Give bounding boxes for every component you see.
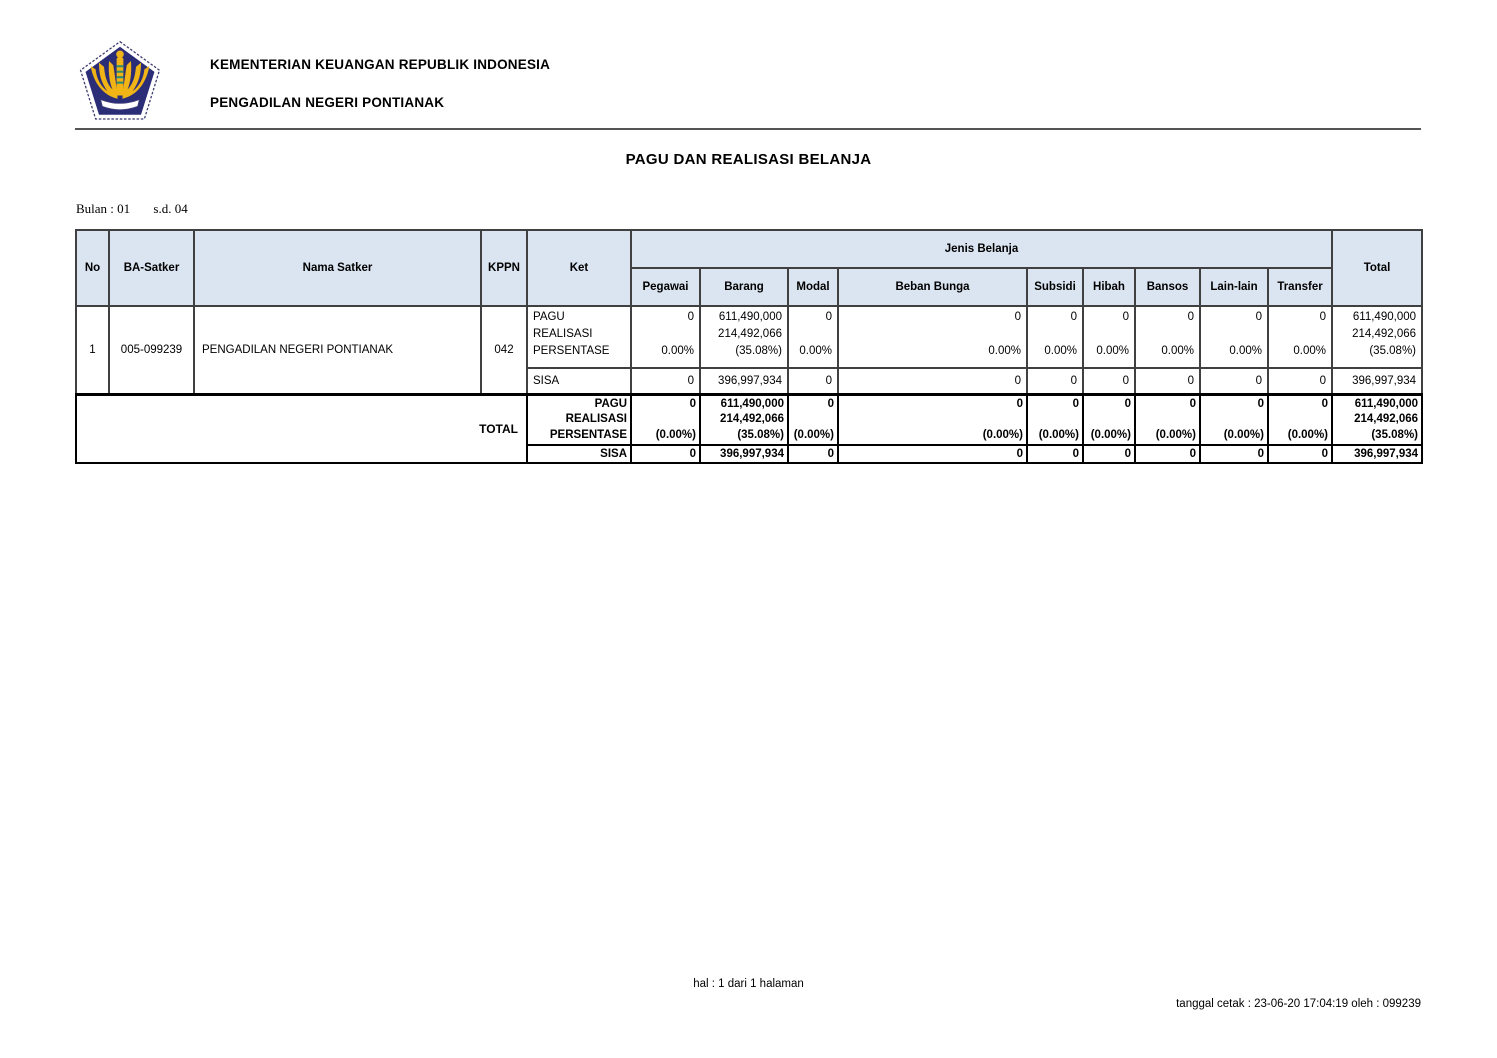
value-cell: 0 0.00% xyxy=(788,306,838,368)
header-divider xyxy=(75,128,1421,130)
sisa-cell: 396,997,934 xyxy=(700,368,788,394)
ket-sisa-label: SISA xyxy=(527,368,631,394)
sisa-cell: 0 xyxy=(1200,368,1268,394)
col-header-pegawai: Pegawai xyxy=(631,268,700,306)
table-row xyxy=(76,306,1422,368)
col-header-barang: Barang xyxy=(700,268,788,306)
total-sisa-cell: 0 xyxy=(788,445,838,463)
letterhead xyxy=(210,57,550,110)
row-no-cell: 1 xyxy=(76,306,109,394)
page-title: PAGU DAN REALISASI BELANJA xyxy=(625,151,872,168)
total-value-cell: 0 (0.00%) xyxy=(1027,394,1083,445)
row-kppn-cell: 042 xyxy=(481,306,527,394)
col-header-kppn: KPPN xyxy=(481,230,527,306)
total-value-cell: 0 (0.00%) xyxy=(788,394,838,445)
sisa-cell: 0 xyxy=(1083,368,1135,394)
total-row xyxy=(76,394,1422,445)
satker-row-group xyxy=(76,306,1422,394)
unit-name: PENGADILAN NEGERI PONTIANAK xyxy=(210,95,445,110)
value-cell: 0 0.00% xyxy=(1135,306,1200,368)
sisa-total-cell: 396,997,934 xyxy=(1332,368,1422,394)
period-month: Bulan : 01 xyxy=(76,201,131,216)
col-header-lain-lain: Lain-lain xyxy=(1200,268,1268,306)
total-ket-persentase-label: PERSENTASE xyxy=(549,428,627,441)
col-header-nama-satker: Nama Satker xyxy=(194,230,481,306)
value-cell: 611,490,000 214,492,066 (35.08%) xyxy=(700,306,788,368)
total-ket-cell xyxy=(527,394,631,445)
total-sisa-cell: 0 xyxy=(1083,445,1135,463)
col-header-bansos: Bansos xyxy=(1135,268,1200,306)
total-sisa-cell: 396,997,934 xyxy=(700,445,788,463)
row-ket-cell xyxy=(527,306,631,368)
total-value-cell: 0 (0.00%) xyxy=(1200,394,1268,445)
row-ba-satker-cell: 005-099239 xyxy=(109,306,194,394)
total-sisa-cell: 0 xyxy=(1027,445,1083,463)
sisa-cell: 0 xyxy=(1268,368,1332,394)
total-ket-sisa-label: SISA xyxy=(527,445,631,463)
budget-table xyxy=(75,229,1423,464)
ministry-name: KEMENTERIAN KEUANGAN REPUBLIK INDONESIA xyxy=(210,57,551,72)
total-value-cell: 0 (0.00%) xyxy=(1268,394,1332,445)
sisa-cell: 0 xyxy=(1135,368,1200,394)
total-label-cell: TOTAL xyxy=(76,394,527,463)
table-header xyxy=(76,230,1422,306)
sisa-cell: 0 xyxy=(788,368,838,394)
total-value-cell: 0 (0.00%) xyxy=(838,394,1027,445)
total-sisa-cell: 0 xyxy=(1200,445,1268,463)
col-header-beban-bunga: Beban Bunga xyxy=(838,268,1027,306)
total-row-group xyxy=(76,394,1422,463)
total-value-cell: 0 (0.00%) xyxy=(1083,394,1135,445)
total-sisa-grand-cell: 396,997,934 xyxy=(1332,445,1422,463)
total-sisa-cell: 0 xyxy=(631,445,700,463)
period-label xyxy=(76,201,188,217)
print-timestamp: tanggal cetak : 23-06-20 17:04:19 oleh : 099239 xyxy=(1176,998,1421,1010)
value-cell: 0 0.00% xyxy=(631,306,700,368)
row-nama-satker-cell: PENGADILAN NEGERI PONTIANAK xyxy=(194,306,481,394)
value-cell: 0 0.00% xyxy=(1200,306,1268,368)
ket-realisasi-label: REALISASI xyxy=(533,328,593,340)
page-indicator: hal : 1 dari 1 halaman xyxy=(693,978,804,990)
col-header-no: No xyxy=(76,230,109,306)
col-header-modal: Modal xyxy=(788,268,838,306)
col-header-total: Total xyxy=(1332,230,1422,306)
row-total-cell: 611,490,000 214,492,066 (35.08%) xyxy=(1332,306,1422,368)
total-ket-realisasi-label: REALISASI xyxy=(565,413,627,425)
grand-total-cell: 611,490,000 214,492,066 (35.08%) xyxy=(1332,394,1422,445)
sisa-cell: 0 xyxy=(838,368,1027,394)
kemenkeu-logo-icon xyxy=(78,40,162,124)
total-sisa-cell: 0 xyxy=(1135,445,1200,463)
value-cell: 0 0.00% xyxy=(838,306,1027,368)
col-header-subsidi: Subsidi xyxy=(1027,268,1083,306)
total-sisa-cell: 0 xyxy=(838,445,1027,463)
ket-pagu-label: PAGU xyxy=(533,311,565,323)
total-value-cell: 611,490,000 214,492,066 (35.08%) xyxy=(700,394,788,445)
col-header-jenis-belanja: Jenis Belanja xyxy=(631,230,1332,268)
col-header-ba-satker: BA-Satker xyxy=(109,230,194,306)
sisa-cell: 0 xyxy=(1027,368,1083,394)
value-cell: 0 0.00% xyxy=(1027,306,1083,368)
total-sisa-cell: 0 xyxy=(1268,445,1332,463)
ket-persentase-label: PERSENTASE xyxy=(533,345,610,357)
total-value-cell: 0 (0.00%) xyxy=(1135,394,1200,445)
col-header-hibah: Hibah xyxy=(1083,268,1135,306)
col-header-transfer: Transfer xyxy=(1268,268,1332,306)
col-header-ket: Ket xyxy=(527,230,631,306)
value-cell: 0 0.00% xyxy=(1268,306,1332,368)
period-range: s.d. 04 xyxy=(153,201,188,216)
sisa-cell: 0 xyxy=(631,368,700,394)
value-cell: 0 0.00% xyxy=(1083,306,1135,368)
total-value-cell: 0 (0.00%) xyxy=(631,394,700,445)
total-ket-pagu-label: PAGU xyxy=(594,397,627,410)
